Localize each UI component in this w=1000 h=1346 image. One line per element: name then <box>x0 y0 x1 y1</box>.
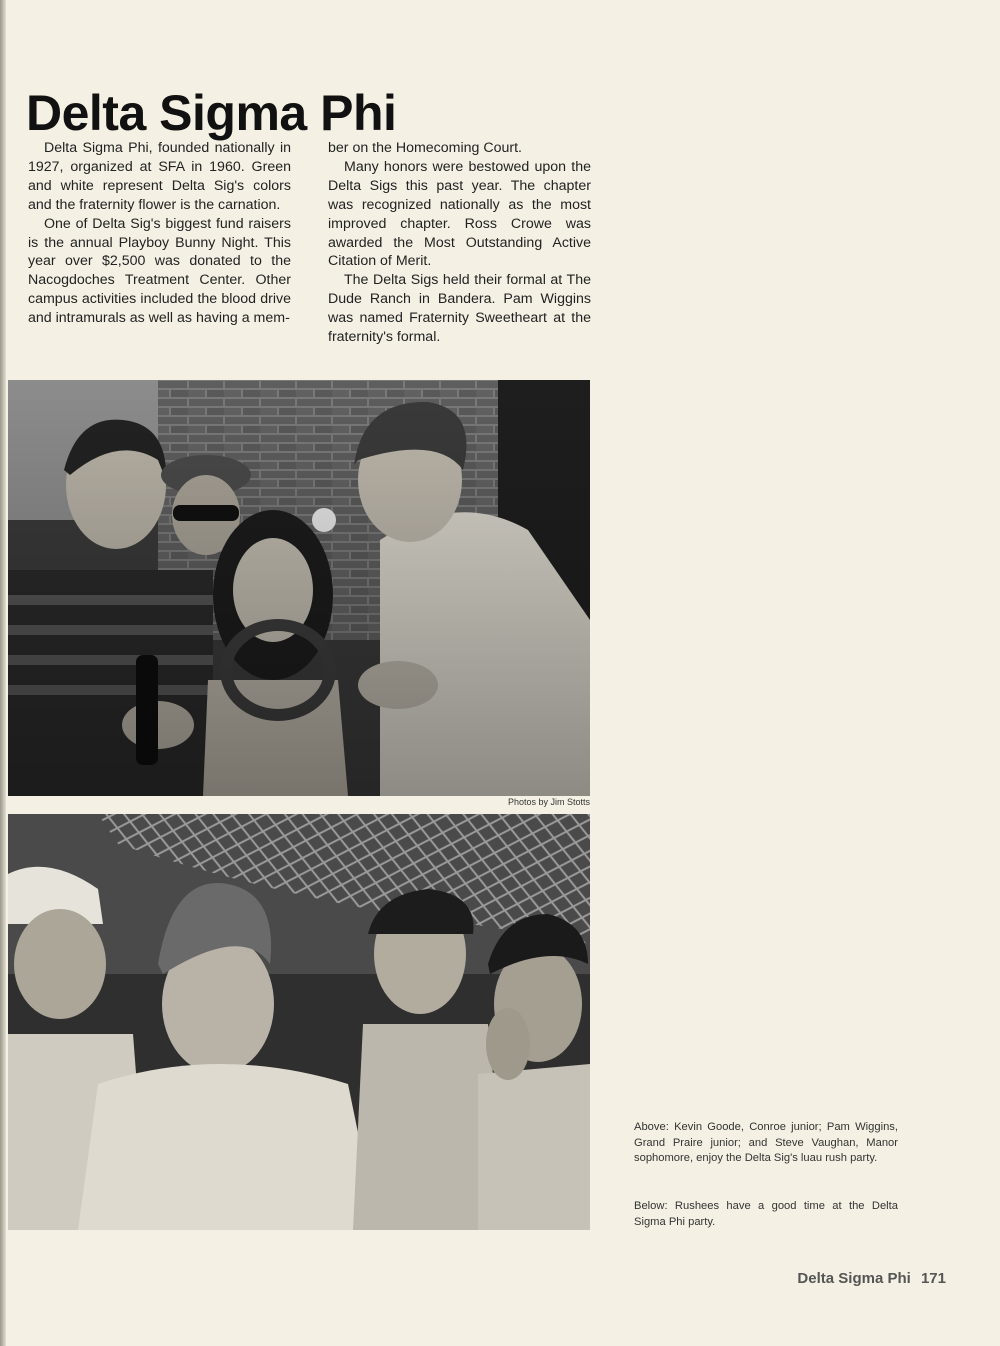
article-column-1 <box>28 139 291 328</box>
page-title: Delta Sigma Phi <box>26 85 397 141</box>
footer-section-name: Delta Sigma Phi <box>797 1270 911 1287</box>
photo-luau-party <box>8 380 590 796</box>
article-paragraph: The Delta Sigs held their formal at The Dude Ranch in Bandera. Pam Wiggins was named Fraternity Sweetheart at the fraternity's formal. <box>328 272 591 346</box>
article-column-2 <box>328 139 591 347</box>
page-footer <box>791 1270 946 1287</box>
page-edge-shadow <box>0 0 6 1346</box>
photo-credit: Photos by Jim Stotts <box>507 797 590 807</box>
page-number: 171 <box>920 1270 946 1287</box>
photo-rushees <box>8 814 590 1230</box>
article-paragraph: Many honors were bestowed upon the Delta Sigs this past year. The chapter was recognized nationally as the most improved chapter. Ross Crowe was awarded the Most Outstanding Active Citation of Merit. <box>328 158 591 270</box>
article-paragraph: ber on the Homecoming Court. <box>328 140 522 156</box>
article-paragraph: One of Delta Sig's biggest fund raisers is the annual Playboy Bunny Night. This year over $2,500 was donated to the Nacogdoches Treatment Center. Other campus activities included the blood drive and intramurals as well as having a mem- <box>28 215 291 327</box>
caption-above: Above: Kevin Goode, Conroe junior; Pam Wiggins, Grand Praire junior; and Steve Vaughan, Manor sophomore, enjoy the Delta Sig's luau rush party. <box>634 1121 898 1164</box>
caption-below: Below: Rushees have a good time at the Delta Sigma Phi party. <box>634 1200 898 1228</box>
article-paragraph: Delta Sigma Phi, founded nationally in 1927, organized at SFA in 1960. Green and white represent Delta Sig's colors and the fraternity flower is the carnation. <box>28 140 291 213</box>
